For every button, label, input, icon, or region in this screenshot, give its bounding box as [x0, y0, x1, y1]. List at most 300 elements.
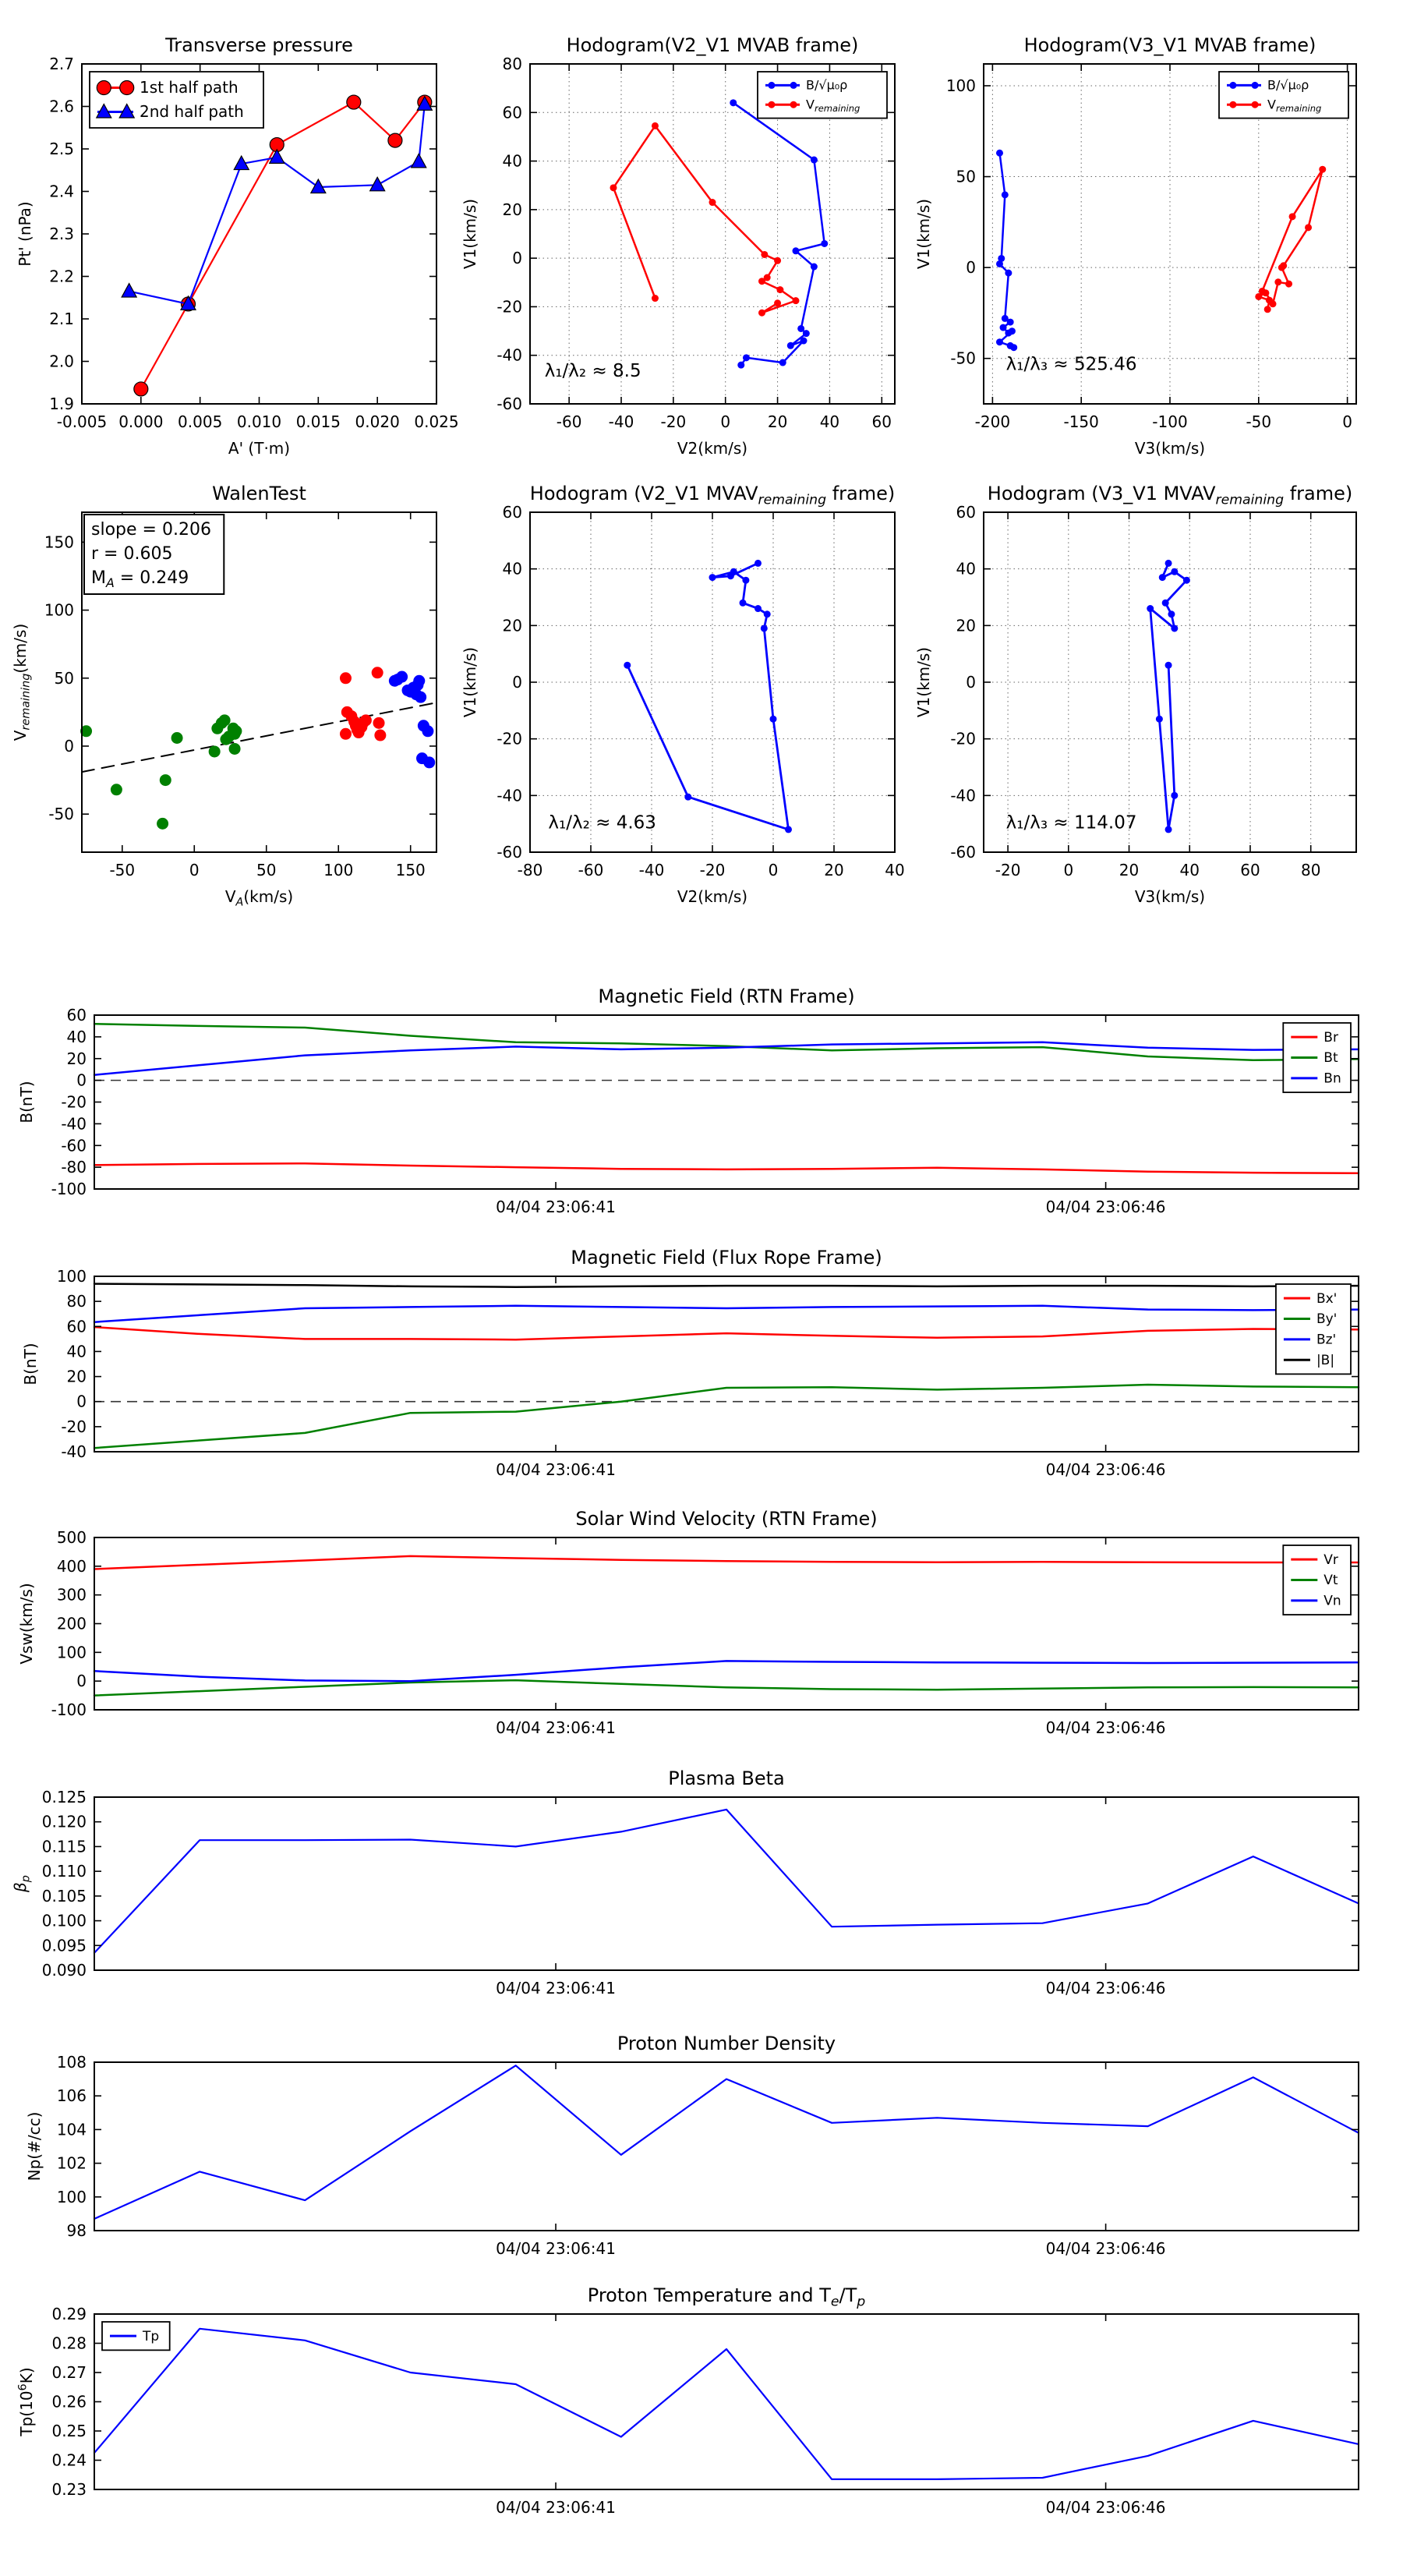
x-tick-label: 04/04 23:06:41	[496, 1718, 616, 1737]
y-tick-label: 20	[502, 616, 522, 635]
y-tick-label: -50	[950, 349, 976, 368]
y-tick-label: 40	[956, 559, 976, 579]
y-tick-label: 0	[76, 1070, 87, 1090]
y-tick-label: 0.26	[51, 2392, 87, 2411]
y-tick-label: 0	[512, 249, 522, 268]
y-tick-label: 2.3	[49, 225, 74, 243]
legend-label: Vn	[1323, 1593, 1341, 1609]
b-over-sqrt-mu0-rho-marker	[996, 260, 1003, 267]
y-axis-label: $V_{remaining}(km/s)$	[11, 623, 33, 741]
b-over-sqrt-mu0-rho-marker	[996, 150, 1003, 157]
legend-marker	[1252, 101, 1259, 108]
y-tick-label: 80	[502, 55, 522, 73]
legend-marker	[120, 81, 134, 95]
y-tick-label: 0.120	[41, 1812, 87, 1831]
velocity-hodogram-marker	[1147, 605, 1154, 612]
legend-label: $V_{remaining}$	[806, 97, 861, 114]
y-tick-label: 0	[966, 673, 976, 692]
x-tick-label: -20	[699, 861, 726, 879]
velocity-hodogram-marker	[1171, 625, 1178, 632]
bt-line	[94, 1024, 1359, 1060]
x-tick-label: -50	[1246, 412, 1272, 431]
y-tick-label: 0	[966, 258, 976, 278]
y-tick-label: -20	[497, 729, 522, 748]
y-tick-label: -20	[497, 297, 522, 317]
x-tick-label: -0.005	[56, 412, 108, 431]
y-axis-label: Pt' (nPa)	[16, 201, 34, 267]
legend-marker	[1252, 82, 1259, 89]
velocity-hodogram-marker	[1156, 716, 1163, 723]
first-half-path-marker	[347, 95, 361, 109]
transverse-pressure-title: Transverse pressure	[165, 34, 353, 56]
y-tick-label: 0.110	[41, 1862, 87, 1881]
x-tick-label: 50	[256, 861, 277, 879]
walen-test-title: WalenTest	[212, 483, 306, 504]
y-tick-label: 60	[956, 503, 976, 522]
first-half-points-marker	[171, 732, 183, 744]
x-tick-label: 0	[1342, 412, 1352, 431]
x-axis-label: V3(km/s)	[1134, 887, 1206, 906]
first-half-path-marker	[134, 382, 148, 396]
y-tick-label: 0.25	[51, 2422, 87, 2440]
velocity-hodogram-marker	[785, 826, 792, 833]
lambda-ratio-annotation: λ₁/λ₂ ≈ 4.63	[548, 812, 656, 833]
velocity-hodogram-marker	[727, 572, 734, 579]
v-remaining-marker	[758, 278, 765, 285]
y-axis-label: V1(km/s)	[461, 198, 479, 270]
y-tick-label: 60	[66, 1317, 87, 1336]
third-half-points-marker	[413, 675, 425, 687]
y-tick-label: 2.1	[49, 310, 74, 328]
x-tick-label: 04/04 23:06:41	[496, 1979, 616, 1997]
legend-label: Vt	[1323, 1573, 1338, 1589]
x-tick-label: 0.000	[118, 412, 164, 431]
y-tick-label: -40	[497, 345, 522, 365]
y-tick-label: 0.115	[41, 1837, 87, 1856]
x-tick-label: 04/04 23:06:46	[1045, 1718, 1166, 1737]
by-prime-line	[94, 1385, 1359, 1448]
x-tick-label: 04/04 23:06:41	[496, 2498, 616, 2517]
y-tick-label: 0.095	[41, 1936, 87, 1955]
y-tick-label: 60	[502, 503, 522, 522]
beta-p-line	[94, 1810, 1359, 1953]
v-remaining-marker	[1255, 293, 1262, 300]
lambda-ratio-annotation: λ₁/λ₃ ≈ 525.46	[1005, 354, 1137, 375]
y-tick-label: 98	[66, 2221, 87, 2240]
x-tick-label: -80	[517, 861, 543, 879]
plot-frame	[94, 2314, 1359, 2489]
y-tick-label: 20	[66, 1367, 87, 1386]
x-tick-label: 60	[871, 412, 892, 431]
x-axis-label: A' (T·m)	[228, 439, 291, 458]
velocity-hodogram-marker	[1165, 560, 1172, 567]
x-tick-label: 0.025	[414, 412, 459, 431]
second-half-path-marker	[412, 154, 426, 168]
y-tick-label: 100	[44, 600, 74, 620]
y-tick-label: 300	[56, 1585, 87, 1605]
y-tick-label: 0.125	[41, 1788, 87, 1806]
b-over-sqrt-mu0-rho-marker	[1005, 270, 1012, 277]
x-tick-label: 04/04 23:06:46	[1045, 2239, 1166, 2258]
v-remaining-marker	[610, 184, 617, 191]
second-half-path-marker	[370, 177, 385, 191]
b-over-sqrt-mu0-rho-marker	[797, 325, 804, 332]
y-tick-label: 40	[502, 559, 522, 579]
velocity-hodogram-marker	[624, 662, 631, 669]
x-tick-label: 0	[1063, 861, 1074, 879]
x-tick-label: 04/04 23:06:46	[1045, 1979, 1166, 1997]
y-tick-label: 2.6	[49, 97, 74, 116]
first-half-points-marker	[111, 784, 122, 795]
velocity-hodogram-marker	[684, 794, 691, 801]
second-half-path-marker	[270, 150, 284, 164]
v-remaining-marker	[792, 297, 799, 304]
legend-marker	[768, 101, 775, 108]
plot-frame	[94, 1276, 1359, 1452]
legend-label: Bt	[1323, 1050, 1338, 1067]
x-tick-label: -100	[1152, 412, 1188, 431]
legend-label: 2nd half path	[140, 102, 244, 122]
y-tick-label: 0	[76, 1392, 87, 1411]
y-tick-label: 20	[502, 200, 522, 219]
transverse-pressure-plot	[16, 34, 459, 458]
y-tick-label: 100	[945, 76, 976, 95]
legend-label: Vr	[1323, 1552, 1338, 1568]
y-tick-label: -60	[61, 1136, 87, 1155]
v-remaining-marker	[1266, 297, 1273, 304]
x-tick-label: 150	[395, 861, 426, 879]
tp-line	[94, 2329, 1359, 2479]
y-tick-label: 100	[56, 1267, 87, 1286]
v-remaining-marker	[1264, 306, 1271, 313]
y-tick-label: 60	[502, 103, 522, 122]
legend-marker	[1229, 101, 1236, 108]
second-half-points-marker	[340, 672, 352, 684]
y-tick-label: -40	[950, 786, 976, 805]
velocity-hodogram-marker	[1168, 610, 1175, 617]
y-axis-label: Vsw(km/s)	[17, 1583, 36, 1665]
x-axis-label: V3(km/s)	[1134, 439, 1206, 458]
y-axis-label: B(nT)	[21, 1343, 40, 1385]
v-remaining-marker	[758, 310, 765, 317]
x-tick-label: 20	[767, 412, 788, 431]
y-tick-label: 0.27	[51, 2363, 87, 2382]
x-tick-label: 0	[768, 861, 779, 879]
x-tick-label: 20	[824, 861, 844, 879]
first-half-points-marker	[219, 714, 231, 726]
x-tick-label: 04/04 23:06:41	[496, 1198, 616, 1216]
y-tick-label: 100	[56, 2187, 87, 2206]
y-tick-label: 200	[56, 1614, 87, 1633]
x-tick-label: -50	[109, 861, 136, 879]
y-tick-label: 50	[54, 668, 74, 688]
y-tick-label: -100	[51, 1180, 87, 1198]
legend-marker	[790, 101, 797, 108]
magnetic-field-rtn-title: Magnetic Field (RTN Frame)	[598, 985, 855, 1007]
x-tick-label: -60	[578, 861, 604, 879]
hodogram-v2v1-mvav-title: Hodogram (V2_V1 $MVAV_{remaining}$ frame)	[529, 483, 896, 508]
y-tick-label: 2.4	[49, 182, 74, 201]
v-remaining-marker	[1305, 224, 1312, 231]
b-over-sqrt-mu0-rho-marker	[1010, 344, 1017, 351]
vn-line	[94, 1661, 1359, 1681]
y-axis-label: $\beta_p$	[11, 1875, 33, 1892]
lambda-ratio-annotation: λ₁/λ₂ ≈ 8.5	[544, 361, 641, 382]
v-remaining-marker	[1285, 281, 1292, 288]
legend-marker	[790, 82, 797, 89]
v-remaining-marker	[776, 286, 783, 293]
x-tick-label: 20	[1119, 861, 1140, 879]
velocity-hodogram-marker	[740, 600, 747, 607]
plasma-beta-title: Plasma Beta	[668, 1767, 785, 1789]
legend-label: Tp	[143, 2328, 160, 2344]
y-tick-label: 40	[502, 151, 522, 171]
third-half-points-marker	[423, 756, 435, 768]
x-tick-label: -150	[1063, 412, 1099, 431]
hodogram-v3v1-mvab-title: Hodogram(V3_V1 MVAB frame)	[1023, 34, 1316, 56]
second-half-points-marker	[360, 714, 372, 726]
v-remaining-marker	[652, 122, 659, 129]
b-over-sqrt-mu0-rho-marker	[743, 354, 750, 361]
proton-number-density-plot	[25, 2033, 1359, 2258]
y-tick-label: 400	[56, 1556, 87, 1576]
y-tick-label: -20	[61, 1092, 87, 1112]
v-remaining-marker	[1289, 213, 1296, 220]
stats-line: r = 0.605	[91, 544, 173, 564]
x-tick-label: 40	[1179, 861, 1200, 879]
y-tick-label: 500	[56, 1528, 87, 1547]
np-line	[94, 2065, 1359, 2219]
br-line	[94, 1163, 1359, 1173]
b-magnitude-line	[94, 1284, 1359, 1287]
legend-label: Br	[1323, 1029, 1338, 1046]
b-over-sqrt-mu0-rho-marker	[996, 338, 1003, 345]
hodogram-v2v1-mvab-title: Hodogram(V2_V1 MVAB frame)	[566, 34, 859, 56]
y-tick-label: 0.24	[51, 2450, 87, 2470]
y-tick-label: 0.100	[41, 1911, 87, 1930]
b-over-sqrt-mu0-rho-marker	[730, 99, 737, 106]
y-tick-label: 2.0	[49, 352, 74, 371]
x-tick-label: -40	[638, 861, 665, 879]
x-tick-label: 0.020	[355, 412, 400, 431]
y-tick-label: 1.9	[49, 395, 74, 413]
magnetic-field-flux-rope-plot	[21, 1247, 1359, 1479]
b-over-sqrt-mu0-rho-marker	[779, 359, 786, 366]
hodogram-v2v1-mvav-plot	[461, 483, 905, 906]
y-axis-label: V1(km/s)	[461, 646, 479, 718]
magnetic-field-rtn-plot	[17, 985, 1359, 1216]
hodogram-v3v1-mvav-title: Hodogram (V3_V1 $MVAV_{remaining}$ frame)	[987, 483, 1353, 508]
y-axis-label: B(nT)	[17, 1081, 36, 1123]
b-over-sqrt-mu0-rho-marker	[792, 247, 799, 254]
v-remaining-marker	[1262, 289, 1269, 296]
second-half-points-marker	[372, 667, 383, 678]
y-axis-label: V1(km/s)	[914, 646, 933, 718]
b-over-sqrt-mu0-rho-marker	[803, 330, 810, 337]
y-tick-label: 106	[56, 2086, 87, 2106]
legend-marker	[97, 81, 111, 95]
x-tick-label: 80	[1300, 861, 1321, 879]
y-tick-label: -60	[497, 395, 522, 413]
second-half-path-marker	[122, 284, 136, 298]
third-half-points-marker	[422, 725, 433, 737]
y-tick-label: 0	[512, 673, 522, 692]
second-half-points-marker	[374, 730, 386, 741]
bx-prime-line	[94, 1327, 1359, 1339]
b-over-sqrt-mu0-rho-marker	[1007, 319, 1014, 326]
velocity-hodogram-marker	[755, 605, 762, 612]
hodogram-v2v1-mvab-plot	[461, 34, 895, 458]
v-remaining-marker	[761, 251, 768, 258]
x-tick-label: 0	[189, 861, 200, 879]
v-remaining-marker	[1274, 278, 1281, 285]
vr-line	[94, 1556, 1359, 1569]
second-half-points-marker	[340, 728, 352, 740]
stats-line: slope = 0.206	[91, 520, 211, 540]
x-tick-label: -20	[995, 861, 1021, 879]
y-tick-label: -60	[950, 843, 976, 862]
velocity-hodogram-marker	[1171, 568, 1178, 575]
y-tick-label: 150	[44, 533, 74, 552]
plot-frame	[94, 1797, 1359, 1970]
velocity-hodogram-marker	[1165, 826, 1172, 833]
velocity-hodogram-marker	[755, 560, 762, 567]
y-tick-label: 80	[66, 1292, 87, 1311]
legend-label: By'	[1316, 1311, 1338, 1328]
x-tick-label: -40	[608, 412, 634, 431]
b-over-sqrt-mu0-rho-marker	[1000, 324, 1007, 331]
legend-label: Bn	[1323, 1070, 1341, 1087]
velocity-hodogram-marker	[742, 577, 749, 584]
v-remaining-marker	[1319, 166, 1326, 173]
y-tick-label: -40	[61, 1114, 87, 1134]
y-axis-label: $Tp(10^6K)$	[16, 2367, 36, 2436]
v-remaining-marker	[709, 199, 716, 206]
b-over-sqrt-mu0-rho-marker	[811, 264, 818, 271]
legend-label: 1st half path	[140, 78, 239, 97]
first-half-points-marker	[209, 745, 221, 757]
plot-frame	[94, 1537, 1359, 1710]
y-tick-label: 0	[64, 736, 74, 755]
velocity-hodogram-marker	[1171, 792, 1178, 799]
velocity-hodogram-marker	[761, 625, 768, 632]
x-tick-label: 04/04 23:06:46	[1045, 1460, 1166, 1479]
y-tick-label: -100	[51, 1700, 87, 1719]
y-tick-label: 0.29	[51, 2305, 87, 2323]
velocity-hodogram-marker	[1159, 574, 1166, 581]
x-tick-label: 40	[819, 412, 840, 431]
y-tick-label: -40	[61, 1442, 87, 1461]
velocity-hodogram-marker	[764, 610, 771, 617]
b-over-sqrt-mu0-rho-marker	[800, 338, 808, 345]
v-remaining-line	[613, 126, 796, 313]
x-tick-label: 60	[1240, 861, 1260, 879]
plasma-beta-plot	[11, 1767, 1359, 1997]
velocity-hodogram-marker	[1183, 577, 1190, 584]
solar-wind-velocity-plot	[17, 1508, 1359, 1737]
velocity-hodogram-marker	[1162, 600, 1169, 607]
v-remaining-marker	[652, 295, 659, 302]
y-tick-label: 50	[956, 167, 976, 186]
hodogram-v3v1-mvav-plot	[914, 483, 1356, 906]
vt-line	[94, 1680, 1359, 1696]
proton-temperature-title: Proton Temperature and $T_e/T_p$	[587, 2284, 866, 2310]
plot-frame	[530, 512, 895, 852]
v-remaining-marker	[774, 299, 781, 306]
bn-line	[94, 1042, 1359, 1075]
first-half-points-marker	[230, 725, 242, 737]
x-tick-label: -20	[660, 412, 687, 431]
y-tick-label: 108	[56, 2053, 87, 2072]
x-tick-label: 04/04 23:06:46	[1045, 1198, 1166, 1216]
y-tick-label: 20	[956, 616, 976, 635]
y-tick-label: 104	[56, 2120, 87, 2139]
third-half-points-marker	[396, 671, 408, 683]
y-tick-label: 0.23	[51, 2480, 87, 2499]
second-half-path-line	[129, 104, 425, 304]
first-half-points-marker	[157, 818, 168, 830]
b-over-sqrt-mu0-rho-marker	[737, 362, 744, 369]
b-over-sqrt-mu0-rho-marker	[811, 157, 818, 164]
x-tick-label: 100	[323, 861, 354, 879]
x-axis-label: $V_A(km/s)$	[224, 887, 294, 909]
second-half-points-marker	[373, 717, 385, 729]
proton-temperature-plot	[16, 2284, 1359, 2517]
x-tick-label: -60	[556, 412, 582, 431]
y-tick-label: -40	[497, 786, 522, 805]
y-tick-label: 2.7	[49, 55, 74, 73]
bz-prime-line	[94, 1306, 1359, 1322]
proton-number-density-title: Proton Number Density	[617, 2033, 836, 2054]
legend-label: $V_{remaining}$	[1267, 97, 1322, 114]
v-remaining-marker	[1278, 264, 1285, 271]
b-over-sqrt-mu0-rho-marker	[821, 240, 828, 247]
y-tick-label: 40	[66, 1342, 87, 1361]
y-tick-label: 0.105	[41, 1886, 87, 1905]
y-tick-label: 0.090	[41, 1961, 87, 1980]
y-tick-label: 0.28	[51, 2334, 87, 2353]
velocity-hodogram-marker	[709, 574, 716, 581]
x-tick-label: 0	[720, 412, 731, 431]
y-tick-label: 0	[76, 1672, 87, 1691]
y-tick-label: 2.2	[49, 267, 74, 286]
velocity-hodogram-marker	[1165, 662, 1172, 669]
legend-label: |B|	[1316, 1352, 1335, 1368]
hodogram-v3v1-mvab-plot	[914, 34, 1356, 458]
y-tick-label: 20	[66, 1049, 87, 1068]
y-tick-label: -50	[48, 805, 74, 824]
legend-marker	[1229, 82, 1236, 89]
b-over-sqrt-mu0-rho-marker	[787, 342, 794, 349]
x-axis-label: V2(km/s)	[677, 887, 748, 906]
y-tick-label: 60	[66, 1006, 87, 1024]
velocity-hodogram-marker	[770, 716, 777, 723]
plot-frame	[94, 2062, 1359, 2231]
stats-line: $M_A = 0.249$	[91, 568, 189, 590]
lambda-ratio-annotation: λ₁/λ₃ ≈ 114.07	[1005, 812, 1137, 833]
y-axis-label: V1(km/s)	[914, 198, 933, 270]
v-remaining-marker	[774, 257, 781, 264]
magnetic-field-flux-rope-title: Magnetic Field (Flux Rope Frame)	[571, 1247, 882, 1269]
x-tick-label: -200	[974, 412, 1011, 431]
legend-label: B/√μ₀ρ	[806, 77, 848, 93]
x-tick-label: 40	[885, 861, 905, 879]
y-tick-label: -60	[497, 843, 522, 862]
b-over-sqrt-mu0-rho-marker	[1009, 327, 1016, 334]
y-tick-label: -20	[950, 729, 976, 748]
first-half-path-marker	[388, 133, 402, 147]
legend-label: B/√μ₀ρ	[1267, 77, 1309, 93]
